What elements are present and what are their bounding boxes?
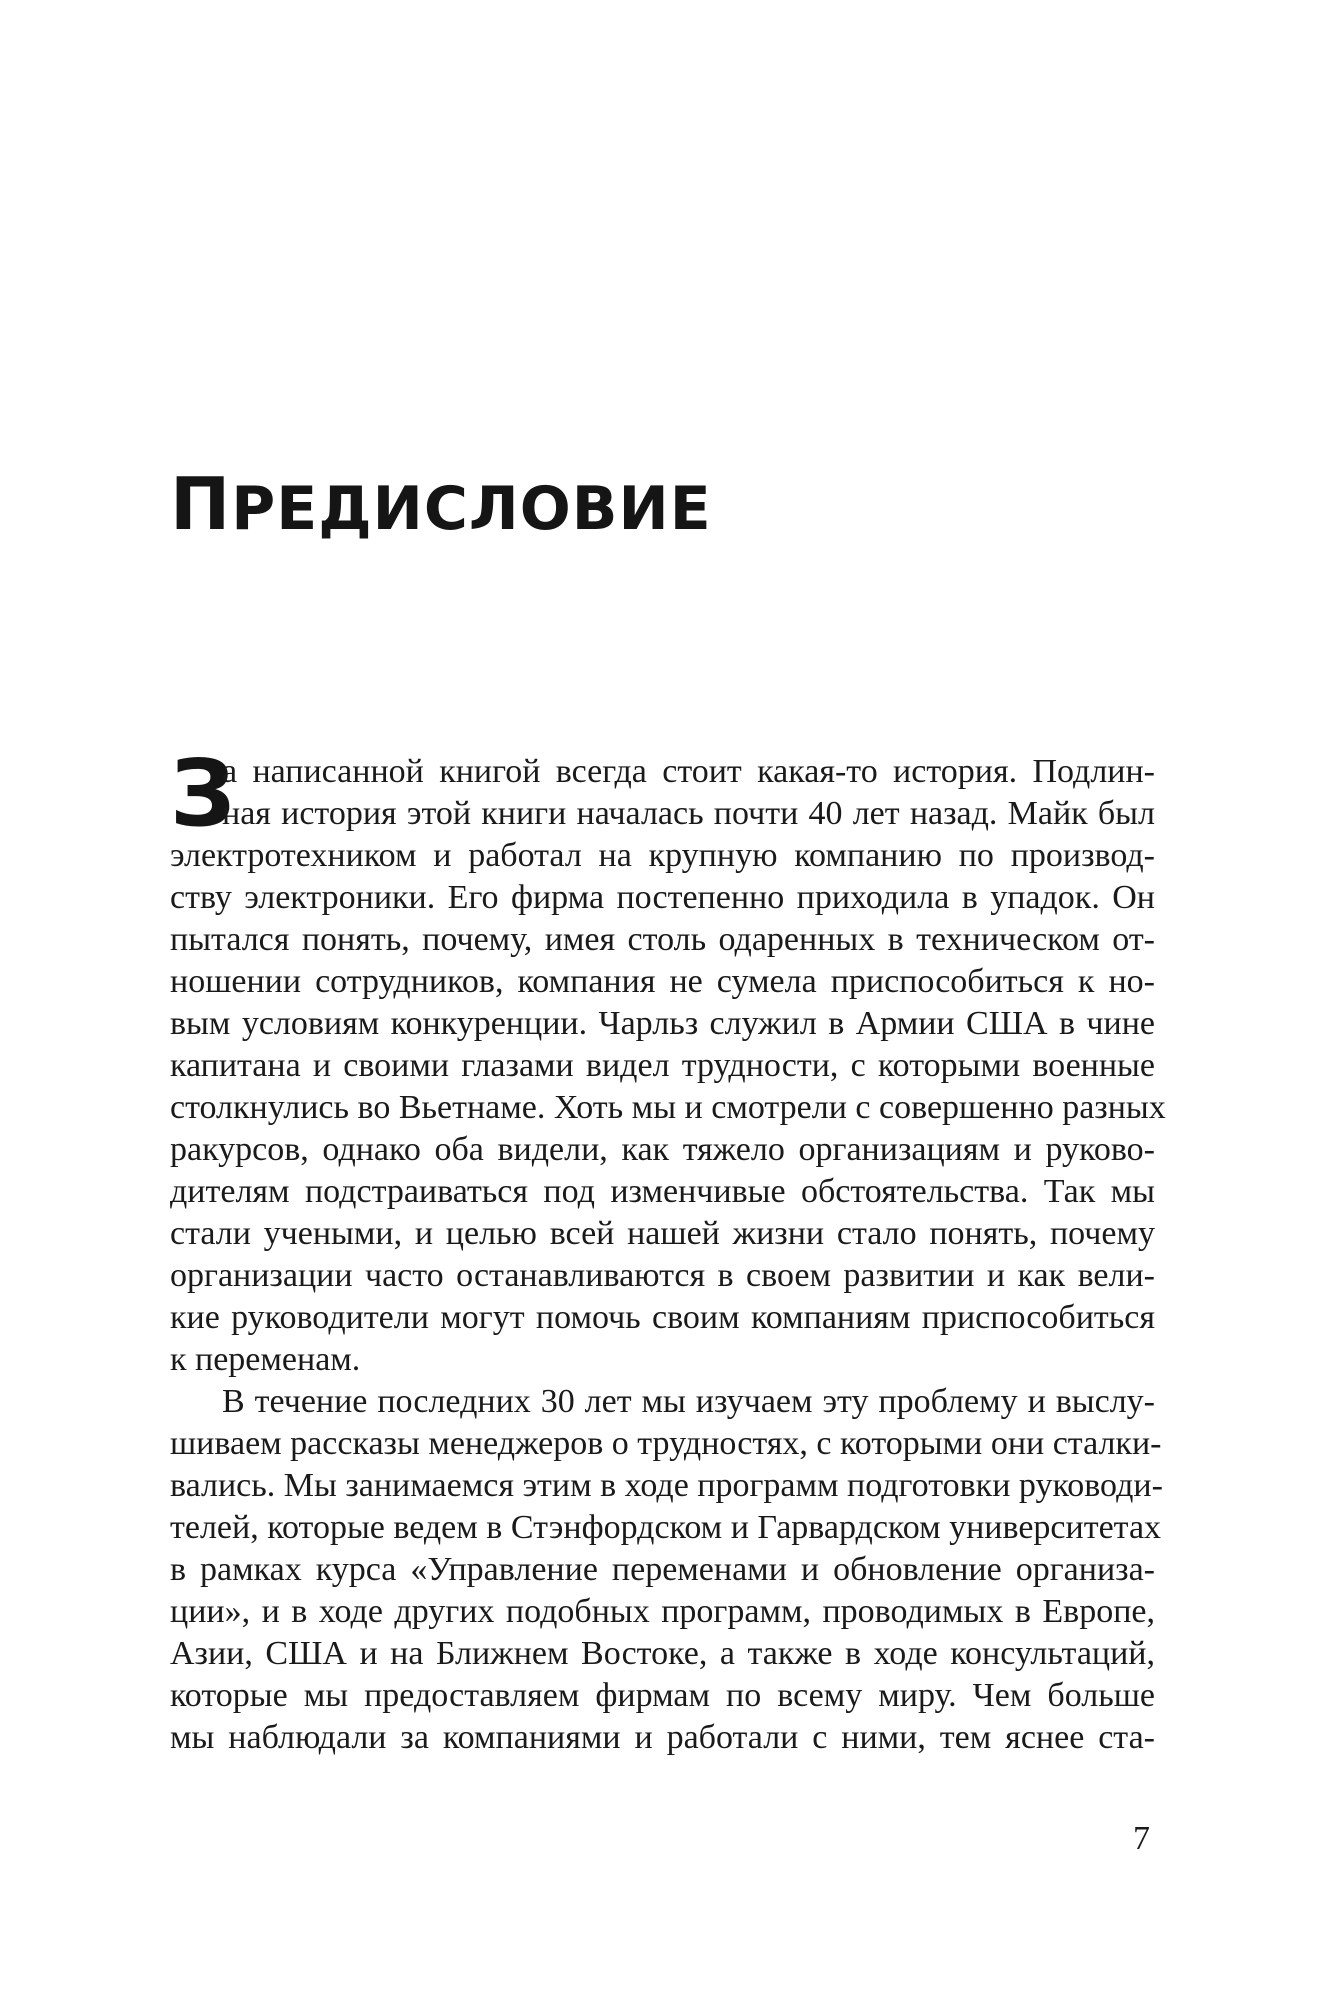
- page-title: [170, 462, 712, 551]
- drop-cap: З: [170, 740, 236, 847]
- body-text: [170, 740, 1166, 1759]
- paragraph-2: [170, 1381, 1163, 1759]
- page-title-first-letter: П: [170, 462, 232, 546]
- text-line: пытался понять, почему, имея столь одаренных в техническом от-: [170, 921, 1155, 958]
- page-title-rest: РЕДИСЛОВИЕ: [231, 474, 712, 544]
- text-line: мы наблюдали за компаниями и работали с ними, тем яснее ста-: [170, 1719, 1155, 1756]
- text-line: дителям подстраиваться под изменчивые обстоятельства. Так мы: [170, 1173, 1155, 1210]
- text-line: которые мы предоставляем фирмам по всему миру. Чем больше: [170, 1677, 1155, 1714]
- text-line: ции», и в ходе других подобных программ, проводимых в Европе,: [170, 1593, 1155, 1630]
- text-line: телей, которые ведем в Стэнфордском и Гарвардском университетах: [170, 1509, 1162, 1546]
- page-number: 7: [1133, 1820, 1150, 1857]
- text-line: ная история этой книги началась почти 40 лет назад. Майк был: [222, 795, 1155, 832]
- text-line: капитана и своими глазами видел трудности, с которыми военные: [170, 1047, 1155, 1084]
- text-line: к переменам.: [170, 1341, 361, 1378]
- text-line: столкнулись во Вьетнаме. Хоть мы и смотрели с совершенно разных: [170, 1089, 1166, 1126]
- text-line: ству электроники. Его фирма постепенно приходила в упадок. Он: [170, 879, 1155, 916]
- text-line: а написанной книгой всегда стоит какая-то история. Подлин-: [222, 753, 1155, 790]
- text-line: ношении сотрудников, компания не сумела приспособиться к но-: [170, 963, 1155, 1000]
- text-line: вались. Мы занимаемся этим в ходе программ подготовки руководи-: [170, 1467, 1163, 1504]
- text-line: в рамках курса «Управление переменами и обновление организа-: [170, 1551, 1155, 1588]
- text-line: электротехником и работал на крупную компанию по производ-: [170, 837, 1155, 874]
- text-line: организации часто останавливаются в своем развитии и как вели-: [170, 1257, 1155, 1294]
- text-line: вым условиям конкуренции. Чарльз служил в Армии США в чине: [170, 1005, 1155, 1042]
- text-line: ракурсов, однако оба видели, как тяжело организациям и руково-: [170, 1131, 1155, 1168]
- text-line: стали учеными, и целью всей нашей жизни стало понять, почему: [170, 1215, 1155, 1252]
- text-line: В течение последних 30 лет мы изучаем эту проблему и выслу-: [222, 1383, 1155, 1420]
- paragraph-1: [170, 740, 1166, 1381]
- text-line: шиваем рассказы менеджеров о трудностях, с которыми они сталки-: [170, 1425, 1162, 1462]
- text-line: Азии, США и на Ближнем Востоке, а также в ходе консультаций,: [170, 1635, 1155, 1672]
- text-line: кие руководители могут помочь своим компаниям приспособиться: [170, 1299, 1155, 1336]
